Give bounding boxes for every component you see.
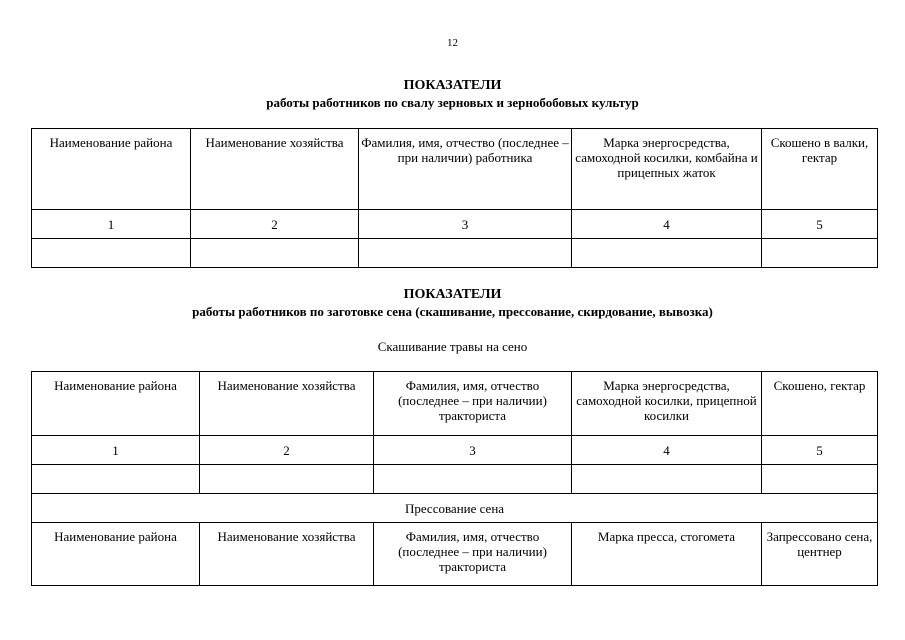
empty-cell <box>191 239 359 268</box>
subsection-row <box>32 494 878 523</box>
column-number-row <box>32 210 878 239</box>
column-number: 2 <box>191 210 359 239</box>
header-machine-brand: Марка энергосредства, самоходной косилки, комбайна и прицепных жаток <box>572 129 762 210</box>
empty-cell <box>32 239 191 268</box>
subsection-label: Прессование сена <box>32 494 878 523</box>
header-machine-brand: Марка энергосредства, самоходной косилки, прицепной косилки <box>572 372 762 436</box>
header-district: Наименование района <box>32 129 191 210</box>
header-mowed-area: Скошено в валки, гектар <box>762 129 878 210</box>
header-farm: Наименование хозяйства <box>200 372 374 436</box>
column-number: 3 <box>359 210 572 239</box>
column-number: 1 <box>32 436 200 465</box>
page-number: 12 <box>447 37 458 49</box>
section2-caption: Скашивание травы на сено <box>377 339 528 354</box>
empty-cell <box>762 239 878 268</box>
column-number: 3 <box>374 436 572 465</box>
section2-title: ПОКАЗАТЕЛИ <box>403 287 502 302</box>
header-farm: Наименование хозяйства <box>191 129 359 210</box>
header-tractor-driver: Фамилия, имя, отчество (последнее – при наличии) тракториста <box>374 523 572 586</box>
empty-cell <box>762 465 878 494</box>
header-farm: Наименование хозяйства <box>200 523 374 586</box>
column-number: 2 <box>200 436 374 465</box>
empty-cell <box>572 239 762 268</box>
empty-data-row <box>32 465 878 494</box>
harvest-table <box>31 128 878 268</box>
header-district: Наименование района <box>32 523 200 586</box>
section1-title: ПОКАЗАТЕЛИ <box>403 78 502 93</box>
header-press-brand: Марка пресса, стогомета <box>572 523 762 586</box>
header-worker-name: Фамилия, имя, отчество (последнее – при наличии) работника <box>359 129 572 210</box>
header-row <box>32 372 878 436</box>
column-number: 4 <box>572 210 762 239</box>
column-number: 5 <box>762 436 878 465</box>
header-district: Наименование района <box>32 372 200 436</box>
empty-cell <box>200 465 374 494</box>
empty-cell <box>32 465 200 494</box>
column-number: 1 <box>32 210 191 239</box>
header-row <box>32 523 878 586</box>
header-tractor-driver: Фамилия, имя, отчество (последнее – при наличии) тракториста <box>374 372 572 436</box>
column-number-row <box>32 436 878 465</box>
empty-cell <box>359 239 572 268</box>
column-number: 5 <box>762 210 878 239</box>
section2-subtitle: работы работников по заготовке сена (скашивание, прессование, скирдование, вывозка) <box>192 304 713 319</box>
header-row <box>32 129 878 210</box>
empty-cell <box>374 465 572 494</box>
header-mowed-area: Скошено, гектар <box>762 372 878 436</box>
empty-data-row <box>32 239 878 268</box>
hay-table <box>31 371 878 586</box>
section1-subtitle: работы работников по свалу зерновых и зернобобовых культур <box>266 95 639 110</box>
column-number: 4 <box>572 436 762 465</box>
header-pressed-hay: Запрессовано сена, центнер <box>762 523 878 586</box>
empty-cell <box>572 465 762 494</box>
